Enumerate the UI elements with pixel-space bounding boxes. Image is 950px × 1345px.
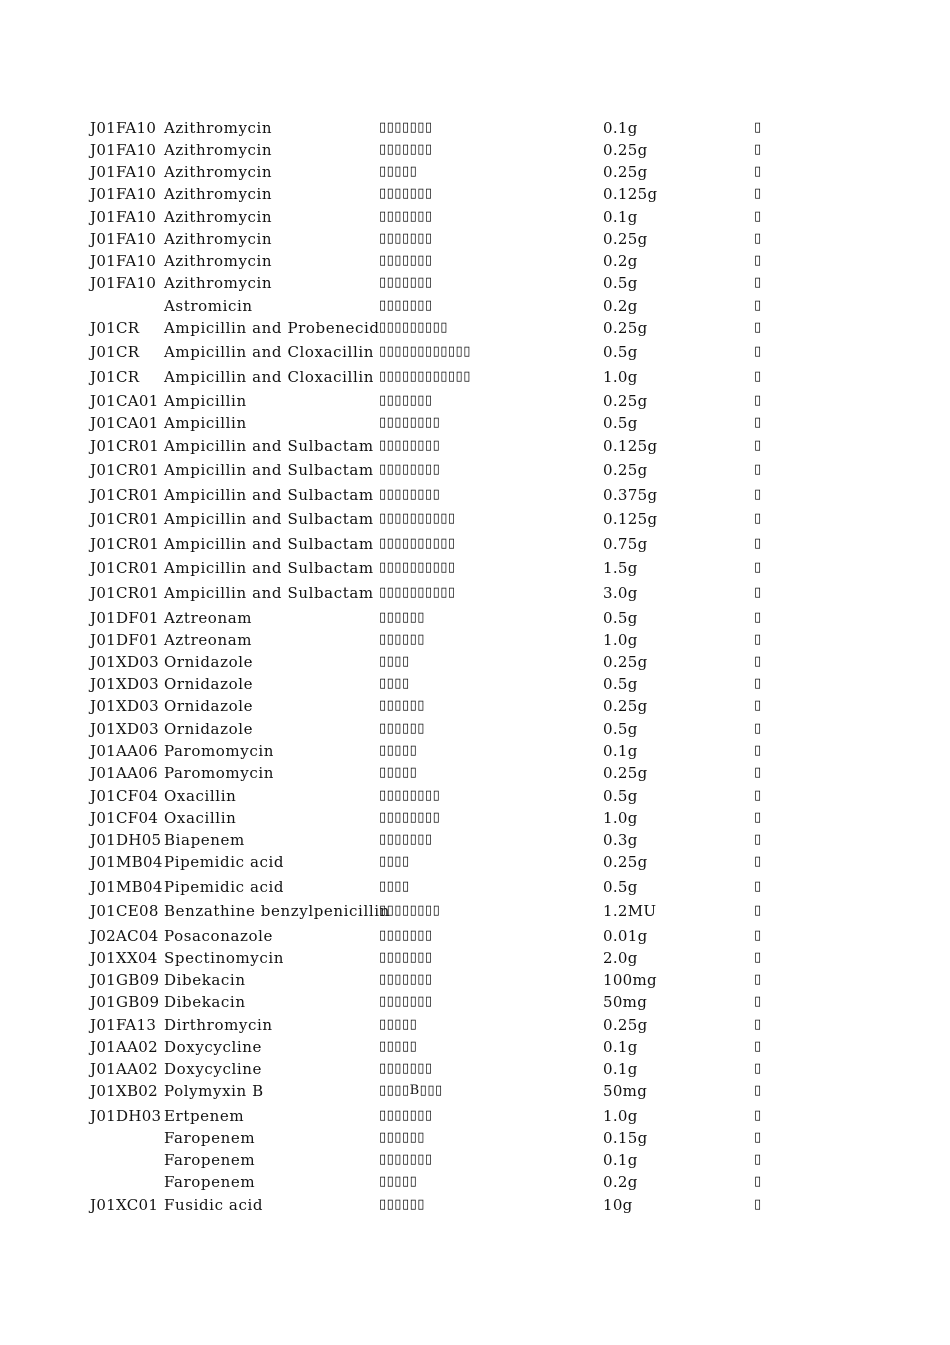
specification-cell: 1.0g (603, 631, 638, 649)
atc-code-cell: J01AA06 (90, 764, 158, 782)
table-row (0, 1105, 950, 1127)
flag-cell: ▯ (754, 994, 762, 1009)
specification-cell: 2.0g (603, 949, 638, 967)
flag-cell: ▯ (754, 879, 762, 894)
chinese-name-cell: ▯▯▯▯ (379, 879, 410, 894)
specification-cell: 0.2g (603, 252, 638, 270)
atc-code-cell: J01AA02 (90, 1060, 158, 1078)
table-row (0, 228, 950, 250)
chinese-name-cell: ▯▯▯▯▯▯ (379, 610, 425, 625)
chinese-name-cell: ▯▯▯▯▯▯▯ (379, 950, 433, 965)
chinese-name-cell: ▯▯▯▯ (379, 854, 410, 869)
drug-name-cell: Dibekacin (164, 993, 246, 1011)
chinese-name-cell: ▯▯▯▯▯▯ (379, 1197, 425, 1212)
drug-name-cell: Ornidazole (164, 697, 254, 715)
specification-cell: 0.2g (603, 1173, 638, 1191)
atc-code-cell: J01FA10 (90, 252, 157, 270)
table-row (0, 390, 950, 412)
drug-name-cell: Ampicillin and Sulbactam (164, 559, 374, 577)
chinese-name-cell: ▯▯▯▯ (379, 654, 410, 669)
flag-cell: ▯ (754, 1061, 762, 1076)
flag-cell: ▯ (754, 721, 762, 736)
table-row (0, 117, 950, 139)
flag-cell: ▯ (754, 743, 762, 758)
table-row (0, 1149, 950, 1171)
specification-cell: 0.1g (603, 1038, 638, 1056)
table-row (0, 925, 950, 947)
atc-code-cell: J01DF01 (90, 631, 159, 649)
specification-cell: 0.5g (603, 343, 638, 361)
drug-name-cell: Faropenem (164, 1151, 256, 1169)
specification-cell: 0.5g (603, 274, 638, 292)
chinese-name-cell: ▯▯▯▯▯▯ (379, 698, 425, 713)
flag-cell: ▯ (754, 928, 762, 943)
table-row (0, 1194, 950, 1216)
chinese-name-cell: ▯▯▯▯▯▯▯▯▯▯ (379, 511, 456, 526)
table-row (0, 1058, 950, 1080)
chinese-name-cell: ▯▯▯▯▯▯▯▯▯▯ (379, 585, 456, 600)
drug-name-cell: Aztreonam (164, 631, 253, 649)
flag-cell: ▯ (754, 676, 762, 691)
flag-cell: ▯ (754, 438, 762, 453)
flag-cell: ▯ (754, 164, 762, 179)
specification-cell: 0.15g (603, 1129, 648, 1147)
drug-name-cell: Paromomycin (164, 742, 274, 760)
drug-name-cell: Azithromycin (164, 119, 273, 137)
flag-cell: ▯ (754, 275, 762, 290)
specification-cell: 0.125g (603, 437, 658, 455)
drug-name-cell: Pipemidic acid (164, 878, 285, 896)
atc-code-cell: J01AA06 (90, 742, 158, 760)
drug-name-cell: Benzathine benzylpenicillin (164, 902, 390, 920)
chinese-name-cell: ▯▯▯▯▯▯▯▯▯▯▯▯ (379, 344, 471, 359)
specification-cell: 1.2MU (603, 902, 657, 920)
chinese-name-cell: ▯▯▯▯▯▯▯▯ (379, 903, 441, 918)
atc-code-cell: J01CR01 (90, 535, 160, 553)
flag-cell: ▯ (754, 415, 762, 430)
flag-cell: ▯ (754, 369, 762, 384)
specification-cell: 0.125g (603, 510, 658, 528)
specification-cell: 50mg (603, 993, 648, 1011)
atc-code-cell: J01CR01 (90, 584, 160, 602)
drug-name-cell: Paromomycin (164, 764, 274, 782)
specification-cell: 0.1g (603, 1060, 638, 1078)
chinese-name-cell: ▯▯▯▯B▯▯▯ (379, 1083, 443, 1098)
chinese-name-cell: ▯▯▯▯▯▯ (379, 721, 425, 736)
flag-cell: ▯ (754, 142, 762, 157)
chinese-name-cell: ▯▯▯▯▯▯▯▯▯▯ (379, 560, 456, 575)
atc-code-cell: J01CR01 (90, 559, 160, 577)
specification-cell: 0.3g (603, 831, 638, 849)
specification-cell: 0.25g (603, 461, 648, 479)
drug-name-cell: Biapenem (164, 831, 245, 849)
drug-name-cell: Doxycycline (164, 1060, 262, 1078)
chinese-name-cell: ▯▯▯▯▯▯▯ (379, 393, 433, 408)
flag-cell: ▯ (754, 632, 762, 647)
table-row (0, 807, 950, 829)
chinese-name-cell: ▯▯▯▯▯▯▯▯▯▯ (379, 536, 456, 551)
table-row (0, 1171, 950, 1193)
table-row (0, 876, 950, 898)
drug-name-cell: Polymyxin B (164, 1082, 264, 1100)
specification-cell: 0.1g (603, 119, 638, 137)
flag-cell: ▯ (754, 765, 762, 780)
table-row (0, 206, 950, 228)
chinese-name-cell: ▯▯▯▯▯▯▯▯▯▯▯▯ (379, 369, 471, 384)
specification-cell: 10g (603, 1196, 633, 1214)
atc-code-cell: J01CR01 (90, 461, 160, 479)
specification-cell: 0.125g (603, 185, 658, 203)
flag-cell: ▯ (754, 810, 762, 825)
chinese-name-cell: ▯▯▯▯▯▯▯ (379, 120, 433, 135)
chinese-name-cell: ▯▯▯▯▯ (379, 1174, 418, 1189)
atc-code-cell: J01MB04 (90, 853, 163, 871)
atc-code-cell: J01GB09 (90, 993, 160, 1011)
specification-cell: 1.0g (603, 1107, 638, 1125)
drug-name-cell: Ampicillin and Sulbactam (164, 510, 374, 528)
flag-cell: ▯ (754, 1130, 762, 1145)
flag-cell: ▯ (754, 832, 762, 847)
specification-cell: 0.25g (603, 1016, 648, 1034)
drug-name-cell: Azithromycin (164, 274, 273, 292)
flag-cell: ▯ (754, 511, 762, 526)
atc-code-cell: J01FA10 (90, 208, 157, 226)
table-row (0, 582, 950, 604)
chinese-name-cell: ▯▯▯▯▯▯▯▯ (379, 462, 441, 477)
specification-cell: 0.25g (603, 319, 648, 337)
table-row (0, 139, 950, 161)
table-row (0, 785, 950, 807)
table-row (0, 1036, 950, 1058)
specification-cell: 0.5g (603, 609, 638, 627)
specification-cell: 0.01g (603, 927, 648, 945)
drug-name-cell: Fusidic acid (164, 1196, 264, 1214)
drug-name-cell: Ampicillin and Sulbactam (164, 437, 374, 455)
flag-cell: ▯ (754, 560, 762, 575)
chinese-name-cell: ▯▯▯▯▯▯▯ (379, 253, 433, 268)
flag-cell: ▯ (754, 209, 762, 224)
chinese-name-cell: ▯▯▯▯▯▯▯ (379, 994, 433, 1009)
flag-cell: ▯ (754, 1174, 762, 1189)
table-row (0, 1127, 950, 1149)
flag-cell: ▯ (754, 1039, 762, 1054)
chinese-name-cell: ▯▯▯▯▯▯▯ (379, 186, 433, 201)
flag-cell: ▯ (754, 950, 762, 965)
drug-name-cell: Azithromycin (164, 185, 273, 203)
atc-code-cell: J01CR01 (90, 486, 160, 504)
atc-code-cell: J01CF04 (90, 809, 159, 827)
flag-cell: ▯ (754, 1017, 762, 1032)
table-row (0, 272, 950, 294)
drug-name-cell: Azithromycin (164, 208, 273, 226)
atc-code-cell: J01FA10 (90, 141, 157, 159)
drug-name-cell: Spectinomycin (164, 949, 285, 967)
chinese-name-cell: ▯▯▯▯▯ (379, 1017, 418, 1032)
atc-code-cell: J01CR (90, 343, 140, 361)
drug-name-cell: Ampicillin and Sulbactam (164, 535, 374, 553)
chinese-name-cell: ▯▯▯▯▯▯▯ (379, 972, 433, 987)
specification-cell: 0.25g (603, 163, 648, 181)
flag-cell: ▯ (754, 788, 762, 803)
atc-code-cell: J01GB09 (90, 971, 160, 989)
table-row (0, 607, 950, 629)
drug-name-cell: Faropenem (164, 1129, 256, 1147)
table-row (0, 557, 950, 579)
chinese-name-cell: ▯▯▯▯▯▯▯ (379, 1152, 433, 1167)
drug-name-cell: Azithromycin (164, 141, 273, 159)
drug-name-cell: Ampicillin and Sulbactam (164, 584, 374, 602)
table-row (0, 508, 950, 530)
drug-name-cell: Ampicillin and Probenecid (164, 319, 380, 337)
chinese-name-cell: ▯▯▯▯▯ (379, 164, 418, 179)
drug-name-cell: Oxacillin (164, 809, 237, 827)
specification-cell: 0.5g (603, 720, 638, 738)
atc-code-cell: J01FA10 (90, 119, 157, 137)
flag-cell: ▯ (754, 253, 762, 268)
table-row (0, 762, 950, 784)
atc-code-cell: J02AC04 (90, 927, 159, 945)
flag-cell: ▯ (754, 654, 762, 669)
table-row (0, 459, 950, 481)
specification-cell: 1.0g (603, 368, 638, 386)
specification-cell: 0.5g (603, 878, 638, 896)
atc-code-cell: J01FA13 (90, 1016, 157, 1034)
chinese-name-cell: ▯▯▯▯▯▯▯▯▯ (379, 320, 448, 335)
chinese-name-cell: ▯▯▯▯▯ (379, 743, 418, 758)
table-row (0, 673, 950, 695)
table-row (0, 1014, 950, 1036)
drug-name-cell: Aztreonam (164, 609, 253, 627)
atc-code-cell: J01XD03 (90, 653, 159, 671)
flag-cell: ▯ (754, 462, 762, 477)
drug-name-cell: Dirthromycin (164, 1016, 273, 1034)
drug-name-cell: Ampicillin (164, 414, 247, 432)
chinese-name-cell: ▯▯▯▯▯▯▯▯ (379, 415, 441, 430)
chinese-name-cell: ▯▯▯▯ (379, 676, 410, 691)
table-row (0, 412, 950, 434)
specification-cell: 0.5g (603, 675, 638, 693)
table-row (0, 484, 950, 506)
chinese-name-cell: ▯▯▯▯▯▯▯ (379, 275, 433, 290)
chinese-name-cell: ▯▯▯▯▯▯▯ (379, 298, 433, 313)
specification-cell: 0.75g (603, 535, 648, 553)
table-row (0, 947, 950, 969)
table-row (0, 161, 950, 183)
chinese-name-cell: ▯▯▯▯▯▯ (379, 1130, 425, 1145)
chinese-name-cell: ▯▯▯▯▯▯▯ (379, 209, 433, 224)
chinese-name-cell: ▯▯▯▯▯▯▯ (379, 231, 433, 246)
specification-cell: 0.5g (603, 787, 638, 805)
flag-cell: ▯ (754, 854, 762, 869)
flag-cell: ▯ (754, 1152, 762, 1167)
table-row (0, 651, 950, 673)
chinese-name-cell: ▯▯▯▯▯▯ (379, 632, 425, 647)
atc-code-cell: J01CR (90, 368, 140, 386)
atc-code-cell: J01CF04 (90, 787, 159, 805)
table-row (0, 366, 950, 388)
flag-cell: ▯ (754, 1083, 762, 1098)
specification-cell: 0.375g (603, 486, 658, 504)
specification-cell: 0.2g (603, 297, 638, 315)
drug-name-cell: Posaconazole (164, 927, 273, 945)
table-row (0, 991, 950, 1013)
atc-code-cell: J01DH03 (90, 1107, 162, 1125)
specification-cell: 0.25g (603, 853, 648, 871)
drug-name-cell: Ampicillin and Sulbactam (164, 486, 374, 504)
specification-cell: 50mg (603, 1082, 648, 1100)
flag-cell: ▯ (754, 344, 762, 359)
specification-cell: 0.5g (603, 414, 638, 432)
specification-cell: 0.1g (603, 742, 638, 760)
flag-cell: ▯ (754, 536, 762, 551)
flag-cell: ▯ (754, 585, 762, 600)
drug-name-cell: Faropenem (164, 1173, 256, 1191)
atc-code-cell: J01FA10 (90, 163, 157, 181)
drug-name-cell: Ornidazole (164, 675, 254, 693)
table-row (0, 629, 950, 651)
table-row (0, 740, 950, 762)
atc-code-cell: J01XD03 (90, 720, 159, 738)
specification-cell: 1.0g (603, 809, 638, 827)
flag-cell: ▯ (754, 903, 762, 918)
specification-cell: 0.25g (603, 230, 648, 248)
drug-name-cell: Pipemidic acid (164, 853, 285, 871)
atc-code-cell: J01MB04 (90, 878, 163, 896)
table-row (0, 1080, 950, 1102)
table-row (0, 341, 950, 363)
chinese-name-cell: ▯▯▯▯▯▯▯▯ (379, 438, 441, 453)
specification-cell: 1.5g (603, 559, 638, 577)
drug-name-cell: Azithromycin (164, 230, 273, 248)
atc-code-cell: J01XD03 (90, 675, 159, 693)
specification-cell: 0.1g (603, 208, 638, 226)
flag-cell: ▯ (754, 610, 762, 625)
flag-cell: ▯ (754, 1108, 762, 1123)
atc-code-cell: J01XX04 (90, 949, 158, 967)
atc-code-cell: J01XD03 (90, 697, 159, 715)
flag-cell: ▯ (754, 393, 762, 408)
atc-code-cell: J01XB02 (90, 1082, 158, 1100)
flag-cell: ▯ (754, 972, 762, 987)
atc-code-cell: J01DH05 (90, 831, 162, 849)
flag-cell: ▯ (754, 1197, 762, 1212)
table-row (0, 435, 950, 457)
table-row (0, 183, 950, 205)
table-row (0, 969, 950, 991)
chinese-name-cell: ▯▯▯▯▯▯▯ (379, 928, 433, 943)
atc-code-cell: J01CA01 (90, 392, 159, 410)
atc-code-cell: J01DF01 (90, 609, 159, 627)
drug-name-cell: Astromicin (164, 297, 253, 315)
drug-name-cell: Azithromycin (164, 252, 273, 270)
chinese-name-cell: ▯▯▯▯▯▯▯▯ (379, 487, 441, 502)
table-row (0, 718, 950, 740)
chinese-name-cell: ▯▯▯▯▯ (379, 765, 418, 780)
atc-code-cell: J01CR01 (90, 437, 160, 455)
drug-name-cell: Azithromycin (164, 163, 273, 181)
specification-cell: 3.0g (603, 584, 638, 602)
flag-cell: ▯ (754, 698, 762, 713)
drug-name-cell: Ampicillin and Cloxacillin (164, 343, 375, 361)
chinese-name-cell: ▯▯▯▯▯▯▯ (379, 1108, 433, 1123)
flag-cell: ▯ (754, 298, 762, 313)
atc-code-cell: J01CR01 (90, 510, 160, 528)
chinese-name-cell: ▯▯▯▯▯▯▯ (379, 1061, 433, 1076)
chinese-name-cell: ▯▯▯▯▯▯▯▯ (379, 810, 441, 825)
atc-code-cell: J01FA10 (90, 185, 157, 203)
table-row (0, 829, 950, 851)
drug-name-cell: Oxacillin (164, 787, 237, 805)
specification-cell: 0.25g (603, 697, 648, 715)
drug-name-cell: Ertpenem (164, 1107, 245, 1125)
specification-cell: 0.25g (603, 653, 648, 671)
specification-cell: 0.1g (603, 1151, 638, 1169)
specification-cell: 100mg (603, 971, 657, 989)
drug-name-cell: Dibekacin (164, 971, 246, 989)
specification-cell: 0.25g (603, 392, 648, 410)
drug-name-cell: Ampicillin (164, 392, 247, 410)
drug-name-cell: Ampicillin and Cloxacillin (164, 368, 375, 386)
table-row (0, 533, 950, 555)
atc-code-cell: J01AA02 (90, 1038, 158, 1056)
table-row (0, 851, 950, 873)
chinese-name-cell: ▯▯▯▯▯▯▯ (379, 142, 433, 157)
table-row (0, 317, 950, 339)
flag-cell: ▯ (754, 487, 762, 502)
drug-name-cell: Ornidazole (164, 653, 254, 671)
chinese-name-cell: ▯▯▯▯▯▯▯▯ (379, 788, 441, 803)
specification-cell: 0.25g (603, 764, 648, 782)
atc-code-cell: J01CR (90, 319, 140, 337)
atc-code-cell: J01FA10 (90, 274, 157, 292)
flag-cell: ▯ (754, 120, 762, 135)
atc-code-cell: J01CE08 (90, 902, 159, 920)
table-row (0, 900, 950, 922)
flag-cell: ▯ (754, 320, 762, 335)
atc-code-cell: J01CA01 (90, 414, 159, 432)
atc-code-cell: J01FA10 (90, 230, 157, 248)
table-row (0, 250, 950, 272)
chinese-name-cell: ▯▯▯▯▯ (379, 1039, 418, 1054)
chinese-name-cell: ▯▯▯▯▯▯▯ (379, 832, 433, 847)
table-row (0, 295, 950, 317)
flag-cell: ▯ (754, 186, 762, 201)
table-row (0, 695, 950, 717)
flag-cell: ▯ (754, 231, 762, 246)
drug-name-cell: Ampicillin and Sulbactam (164, 461, 374, 479)
atc-code-cell: J01XC01 (90, 1196, 159, 1214)
drug-name-cell: Doxycycline (164, 1038, 262, 1056)
drug-name-cell: Ornidazole (164, 720, 254, 738)
specification-cell: 0.25g (603, 141, 648, 159)
